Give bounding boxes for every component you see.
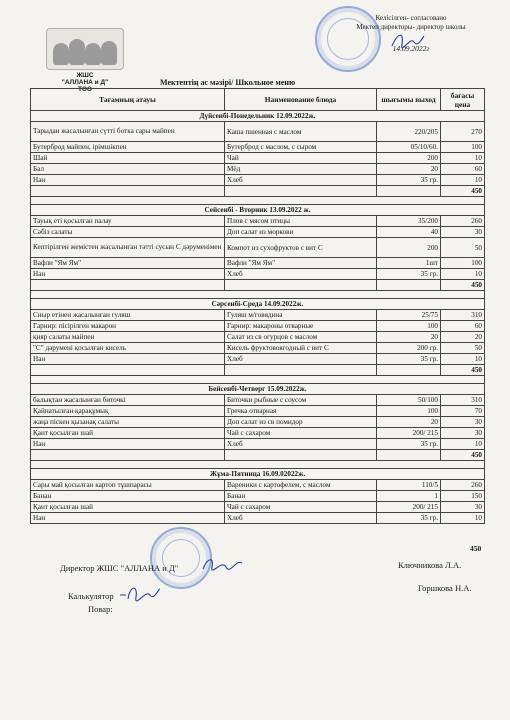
dish-price: 30 (441, 417, 485, 428)
table-row (31, 343, 485, 354)
dish-output: 50/100 (377, 395, 441, 406)
dish-name-kz: Сәбіз салаты (31, 227, 225, 238)
day-total-row (31, 450, 485, 461)
calculator-signature-icon (118, 583, 162, 605)
table-row (31, 321, 485, 332)
day-title: Сәрсенбі-Среда 14.09.2022ж. (31, 299, 485, 310)
children-logo-icon (46, 28, 124, 70)
dish-price: 10 (441, 175, 485, 186)
dish-name-kz: Нан (31, 175, 225, 186)
dish-name-kz: Қант қосылған шай (31, 428, 225, 439)
dish-name-kz: Нан (31, 269, 225, 280)
dish-price: 10 (441, 269, 485, 280)
table-row (31, 439, 485, 450)
dish-output: 35 гр. (377, 269, 441, 280)
day-title: Бейсенбі-Четверг 15.09.2022ж. (31, 384, 485, 395)
empty-cell (31, 186, 225, 197)
header-price: бағасы цена (441, 89, 485, 111)
dish-name-kz: Тауық еті қосылған палау (31, 216, 225, 227)
menu-table (30, 88, 485, 524)
table-row (31, 269, 485, 280)
dish-name-ru: Плов с мясом птицы (225, 216, 377, 227)
spacer-cell (31, 461, 485, 469)
table-row (31, 310, 485, 321)
logo-line-1: ЖШС (76, 72, 94, 79)
spacer-cell (31, 291, 485, 299)
dish-price: 270 (441, 122, 485, 142)
dish-name-ru: Доп салат из моркови (225, 227, 377, 238)
dish-output: 05/10/60. (377, 142, 441, 153)
day-header-row (31, 469, 485, 480)
empty-cell (31, 280, 225, 291)
day-header-row (31, 384, 485, 395)
dish-name-kz: Тарыдан жасалынған сүтті ботка сары майпен (31, 122, 225, 142)
table-row (31, 258, 485, 269)
dish-price: 310 (441, 310, 485, 321)
dish-output: 1 (377, 491, 441, 502)
dish-name-ru: Компот из сухофруктов с вит С (225, 238, 377, 258)
dish-name-kz: Сары май қосылған картоп тұшпарасы (31, 480, 225, 491)
day-total-row (31, 186, 485, 197)
dish-price: 30 (441, 227, 485, 238)
dish-output: 35/200 (377, 216, 441, 227)
table-row (31, 417, 485, 428)
empty-cell (225, 365, 377, 376)
dish-name-ru: Чай (225, 153, 377, 164)
dish-name-kz: жаңа піскен қызанақ салаты (31, 417, 225, 428)
table-row (31, 175, 485, 186)
dish-name-ru: Бутерброд с маслом, с сыром (225, 142, 377, 153)
dish-name-kz: "С" дәрумені қосылған кисель (31, 343, 225, 354)
dish-name-ru: Хлеб (225, 269, 377, 280)
dish-price: 310 (441, 395, 485, 406)
dish-name-kz: Шай (31, 153, 225, 164)
table-row (31, 480, 485, 491)
table-row (31, 142, 485, 153)
spacer-cell (31, 197, 485, 205)
approval-date: 14.09.2022г (392, 44, 430, 53)
dish-name-kz: Банан (31, 491, 225, 502)
dish-price: 100 (441, 142, 485, 153)
dish-price: 30 (441, 428, 485, 439)
dish-name-ru: Мёд (225, 164, 377, 175)
table-row (31, 164, 485, 175)
dish-name-ru: Гарнир: макароны отварные (225, 321, 377, 332)
dish-price: 60 (441, 164, 485, 175)
dish-price: 150 (441, 491, 485, 502)
dish-output: 200 гр. (377, 343, 441, 354)
day-total: 450 (441, 450, 485, 461)
day-header-row (31, 205, 485, 216)
day-header-row (31, 299, 485, 310)
calculator-label: Калькулятор (68, 591, 114, 601)
dish-name-ru: Хлеб (225, 439, 377, 450)
empty-cell (31, 365, 225, 376)
dish-output: 220/205 (377, 122, 441, 142)
dish-output: 200/ 215 (377, 428, 441, 439)
dish-name-kz: Гарнир: пісірілген макарон (31, 321, 225, 332)
dish-price: 10 (441, 513, 485, 524)
dish-price: 100 (441, 258, 485, 269)
spacer-row (31, 197, 485, 205)
dish-output: 25/75 (377, 310, 441, 321)
dish-name-ru: Хлеб (225, 354, 377, 365)
approval-line-1: Келісілген- согласовано (375, 14, 447, 22)
dish-output: 110/5 (377, 480, 441, 491)
cook-label: Повар: (88, 604, 113, 614)
table-row (31, 491, 485, 502)
empty-cell (225, 186, 377, 197)
dish-name-ru: Биточки рыбные с соусом (225, 395, 377, 406)
dish-name-ru: Банан (225, 491, 377, 502)
dish-output: 200 (377, 238, 441, 258)
dish-name-ru: Хлеб (225, 513, 377, 524)
director-label: Директор ЖШС "АЛЛАНА и Д" (60, 563, 179, 573)
dish-name-ru: Гуляш м/говядина (225, 310, 377, 321)
spacer-row (31, 291, 485, 299)
header-output: шығымы выход (377, 89, 441, 111)
dish-output: 40 (377, 227, 441, 238)
dish-output: 35 гр. (377, 175, 441, 186)
table-row (31, 238, 485, 258)
day-total-row (31, 365, 485, 376)
empty-cell (225, 450, 377, 461)
spacer-row (31, 376, 485, 384)
page-title: Мектептің ас мәзірі/ Школьное меню (160, 78, 296, 87)
day-total-row (31, 280, 485, 291)
dish-output: 35 гр. (377, 513, 441, 524)
dish-name-ru: Гречка отварная (225, 406, 377, 417)
dish-output: 100 (377, 406, 441, 417)
principal-signature-icon (388, 30, 428, 54)
empty-cell (377, 450, 441, 461)
dish-price: 10 (441, 439, 485, 450)
day-total: 450 (441, 280, 485, 291)
dish-name-kz: Вафли "Ям Ям" (31, 258, 225, 269)
logo-line-2: "АЛЛАНА и Д" (61, 79, 109, 86)
dish-name-kz: Нан (31, 354, 225, 365)
dish-price: 260 (441, 216, 485, 227)
table-row (31, 332, 485, 343)
table-row (31, 428, 485, 439)
dish-price: 30 (441, 502, 485, 513)
dish-price: 10 (441, 354, 485, 365)
dish-name-kz: Бал (31, 164, 225, 175)
dish-price: 60 (441, 321, 485, 332)
logo-line-3: ТОО (78, 86, 92, 93)
dish-output: 200/ 215 (377, 502, 441, 513)
dish-price: 10 (441, 153, 485, 164)
dish-output: 35 гр. (377, 439, 441, 450)
empty-cell (377, 365, 441, 376)
dish-name-kz: балықтан жасалынған биточкі (31, 395, 225, 406)
dish-output: 20 (377, 332, 441, 343)
dish-name-ru: Каша пшенная с маслом (225, 122, 377, 142)
spacer-cell (31, 376, 485, 384)
table-row (31, 406, 485, 417)
dish-output: 20 (377, 164, 441, 175)
header-kz-name: Тағамның атауы (31, 89, 225, 111)
dish-name-kz: Кептірілген жемістен жасалынған тәтті сусын С дәруменімен (31, 238, 225, 258)
dish-price: 50 (441, 238, 485, 258)
table-row (31, 354, 485, 365)
day-total: 450 (441, 186, 485, 197)
dish-name-ru: Доп салат из св помидор (225, 417, 377, 428)
dish-price: 50 (441, 343, 485, 354)
dish-name-ru: Вафли "Ям Ям" (225, 258, 377, 269)
approval-line-2: Мектеп директоры- директор школы (356, 22, 466, 31)
dish-name-kz: Қайнатылған қарақұмық (31, 406, 225, 417)
dish-name-kz: Бутерброд майпен, ірімшікпен (31, 142, 225, 153)
empty-cell (31, 450, 225, 461)
day-title: Сейсенбі - Вторник 13.09.2022 ж. (31, 205, 485, 216)
empty-cell (225, 280, 377, 291)
dish-name-kz: Қант қосылған шай (31, 502, 225, 513)
day-title: Дүйсенбі-Понедельник 12.09.2022ж. (31, 111, 485, 122)
spacer-row (31, 461, 485, 469)
dish-name-kz: Нан (31, 439, 225, 450)
dish-output: 20 (377, 417, 441, 428)
company-logo (42, 28, 128, 93)
calculator-name: Горшкова Н.А. (418, 583, 472, 593)
dish-price: 260 (441, 480, 485, 491)
dish-name-ru: Салат из св огурцов с маслом (225, 332, 377, 343)
dish-price: 70 (441, 406, 485, 417)
table-row (31, 513, 485, 524)
empty-cell (377, 280, 441, 291)
dish-name-kz: Сиыр етінен жасалынған гуляш (31, 310, 225, 321)
table-row (31, 122, 485, 142)
director-signature-icon (200, 555, 246, 577)
day-header-row (31, 111, 485, 122)
table-row (31, 395, 485, 406)
friday-total: 450 (470, 544, 482, 553)
director-name: Ключникова Л.А. (398, 560, 462, 570)
dish-output: 35 гр. (377, 354, 441, 365)
dish-name-ru: Чай с сахаром (225, 428, 377, 439)
dish-price: 20 (441, 332, 485, 343)
table-row (31, 216, 485, 227)
dish-name-kz: Нан (31, 513, 225, 524)
dish-name-ru: Вареники с картофелем, с маслом (225, 480, 377, 491)
table-row (31, 153, 485, 164)
day-title: Жұма-Пятница 16.09.02022ж. (31, 469, 485, 480)
table-row (31, 502, 485, 513)
dish-name-ru: Чай с сахаром (225, 502, 377, 513)
header-ru-name: Наименование блюда (225, 89, 377, 111)
dish-name-kz: қияр салаты майпен (31, 332, 225, 343)
table-header-row (31, 89, 485, 111)
day-total: 450 (441, 365, 485, 376)
dish-name-ru: Хлеб (225, 175, 377, 186)
dish-output: 1шт (377, 258, 441, 269)
dish-output: 200 (377, 153, 441, 164)
dish-name-ru: Кисель фруктовоягодный с вит С (225, 343, 377, 354)
dish-output: 100 (377, 321, 441, 332)
empty-cell (377, 186, 441, 197)
table-row (31, 227, 485, 238)
